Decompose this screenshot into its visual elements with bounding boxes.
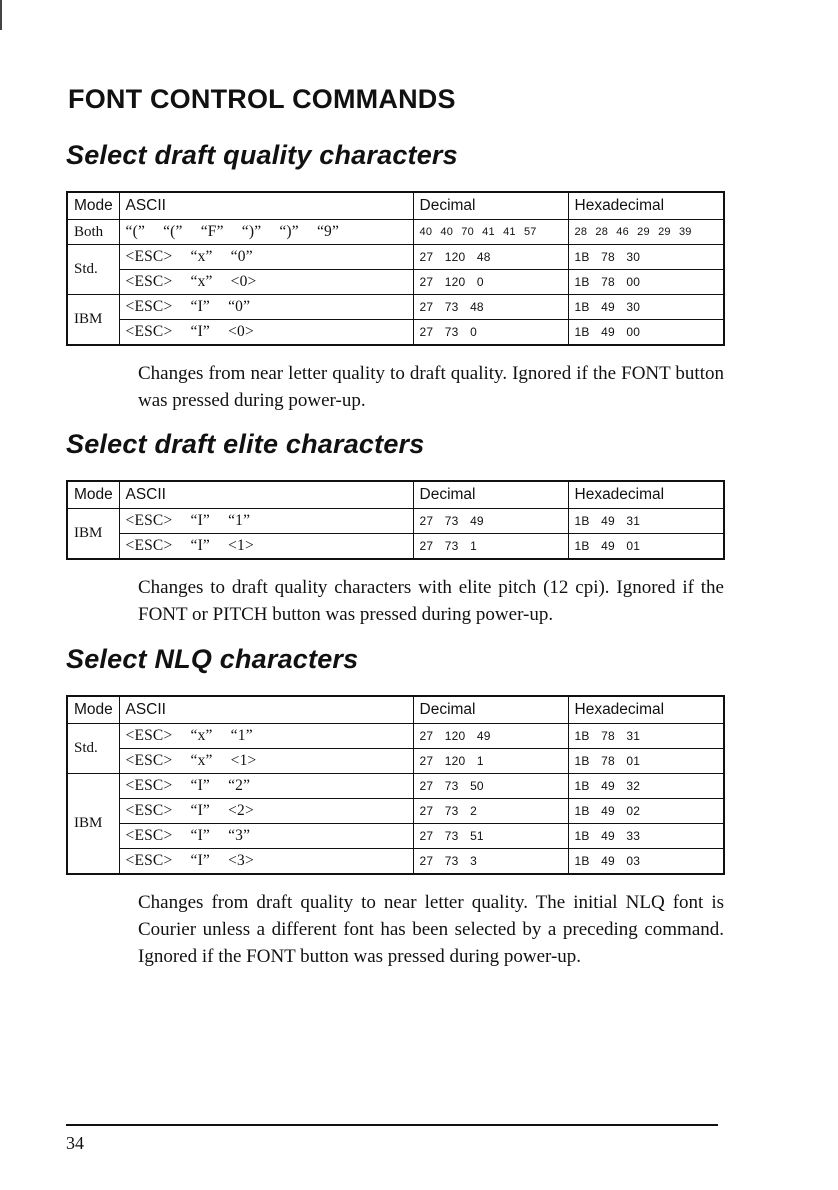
- decimal-cell: 40 40 70 41 41 57: [413, 220, 568, 245]
- decimal-cell: 27 73 49: [413, 509, 568, 534]
- decimal-cell: 27 120 0: [413, 270, 568, 295]
- header-hexadecimal: Hexadecimal: [568, 481, 724, 509]
- table-header-row: [67, 696, 724, 724]
- decimal-cell: 27 73 51: [413, 824, 568, 849]
- hex-cell: 1B 49 03: [568, 849, 724, 875]
- table-row: [67, 509, 724, 534]
- table-row: [67, 270, 724, 295]
- decimal-cell: 27 73 3: [413, 849, 568, 875]
- section-title: Select NLQ characters: [66, 644, 359, 674]
- footer-rule: [66, 1124, 718, 1126]
- decimal-cell: 27 120 49: [413, 724, 568, 749]
- ascii-cell: <ESC> “x” <1>: [119, 749, 413, 774]
- table-row: [67, 824, 724, 849]
- ascii-cell: <ESC> “I” <3>: [119, 849, 413, 875]
- hex-cell: 28 28 46 29 29 39: [568, 220, 724, 245]
- mode-cell: IBM: [67, 774, 119, 875]
- scan-edge-mark: [0, 0, 2, 30]
- table-row: [67, 749, 724, 774]
- header-hexadecimal: Hexadecimal: [568, 192, 724, 220]
- header-ascii: ASCII: [119, 481, 413, 509]
- table-row: [67, 724, 724, 749]
- section-draft-quality: [66, 140, 726, 414]
- ascii-cell: <ESC> “I” <1>: [119, 534, 413, 560]
- ascii-cell: “(” “(” “F” “)” “)” “9”: [119, 220, 413, 245]
- decimal-cell: 27 73 0: [413, 320, 568, 346]
- section-description: Changes from near letter quality to draft quality. Ignored if the FONT button was pressed during power-up.: [138, 363, 724, 411]
- section-nlq: [66, 644, 726, 970]
- mode-cell: IBM: [67, 509, 119, 560]
- ascii-cell: <ESC> “I” <2>: [119, 799, 413, 824]
- header-mode: Mode: [67, 481, 119, 509]
- hex-cell: 1B 49 30: [568, 295, 724, 320]
- hex-cell: 1B 49 02: [568, 799, 724, 824]
- section-draft-elite: [66, 429, 726, 628]
- mode-cell: IBM: [67, 295, 119, 346]
- section-description: Changes to draft quality characters with elite pitch (12 cpi). Ignored if the FONT or PITCH button was pressed during power-up.: [138, 577, 724, 625]
- header-decimal: Decimal: [413, 481, 568, 509]
- ascii-cell: <ESC> “I” “3”: [119, 824, 413, 849]
- mode-cell: Both: [67, 220, 119, 245]
- table-row: [67, 220, 724, 245]
- ascii-cell: <ESC> “I” “1”: [119, 509, 413, 534]
- mode-cell: Std.: [67, 724, 119, 774]
- decimal-cell: 27 120 48: [413, 245, 568, 270]
- hex-cell: 1B 78 31: [568, 724, 724, 749]
- page-number: 34: [66, 1133, 84, 1153]
- table-row: [67, 849, 724, 875]
- mode-cell: Std.: [67, 245, 119, 295]
- hex-cell: 1B 49 00: [568, 320, 724, 346]
- hex-cell: 1B 49 33: [568, 824, 724, 849]
- section-title: Select draft quality characters: [66, 140, 458, 170]
- hex-cell: 1B 78 01: [568, 749, 724, 774]
- table-row: [67, 774, 724, 799]
- hex-cell: 1B 49 31: [568, 509, 724, 534]
- section-description: Changes from draft quality to near letter quality. The initial NLQ font is Courier unless a different font has been selected by a preceding command. Ignored if the FONT button was pressed during power-up.: [138, 892, 724, 967]
- command-table: [66, 695, 725, 875]
- header-decimal: Decimal: [413, 192, 568, 220]
- ascii-cell: <ESC> “x” “0”: [119, 245, 413, 270]
- ascii-cell: <ESC> “I” <0>: [119, 320, 413, 346]
- table-header-row: [67, 481, 724, 509]
- decimal-cell: 27 120 1: [413, 749, 568, 774]
- table-row: [67, 245, 724, 270]
- header-ascii: ASCII: [119, 192, 413, 220]
- command-table: [66, 480, 725, 560]
- decimal-cell: 27 73 2: [413, 799, 568, 824]
- header-decimal: Decimal: [413, 696, 568, 724]
- hex-cell: 1B 49 32: [568, 774, 724, 799]
- ascii-cell: <ESC> “x” “1”: [119, 724, 413, 749]
- ascii-cell: <ESC> “I” “0”: [119, 295, 413, 320]
- header-mode: Mode: [67, 696, 119, 724]
- command-table: [66, 191, 725, 346]
- section-title: Select draft elite characters: [66, 429, 425, 459]
- decimal-cell: 27 73 1: [413, 534, 568, 560]
- hex-cell: 1B 78 00: [568, 270, 724, 295]
- table-row: [67, 295, 724, 320]
- page-title: FONT CONTROL COMMANDS: [68, 84, 456, 114]
- decimal-cell: 27 73 48: [413, 295, 568, 320]
- header-hexadecimal: Hexadecimal: [568, 696, 724, 724]
- table-row: [67, 320, 724, 346]
- table-row: [67, 534, 724, 560]
- table-row: [67, 799, 724, 824]
- hex-cell: 1B 78 30: [568, 245, 724, 270]
- ascii-cell: <ESC> “x” <0>: [119, 270, 413, 295]
- hex-cell: 1B 49 01: [568, 534, 724, 560]
- header-mode: Mode: [67, 192, 119, 220]
- header-ascii: ASCII: [119, 696, 413, 724]
- ascii-cell: <ESC> “I” “2”: [119, 774, 413, 799]
- table-header-row: [67, 192, 724, 220]
- decimal-cell: 27 73 50: [413, 774, 568, 799]
